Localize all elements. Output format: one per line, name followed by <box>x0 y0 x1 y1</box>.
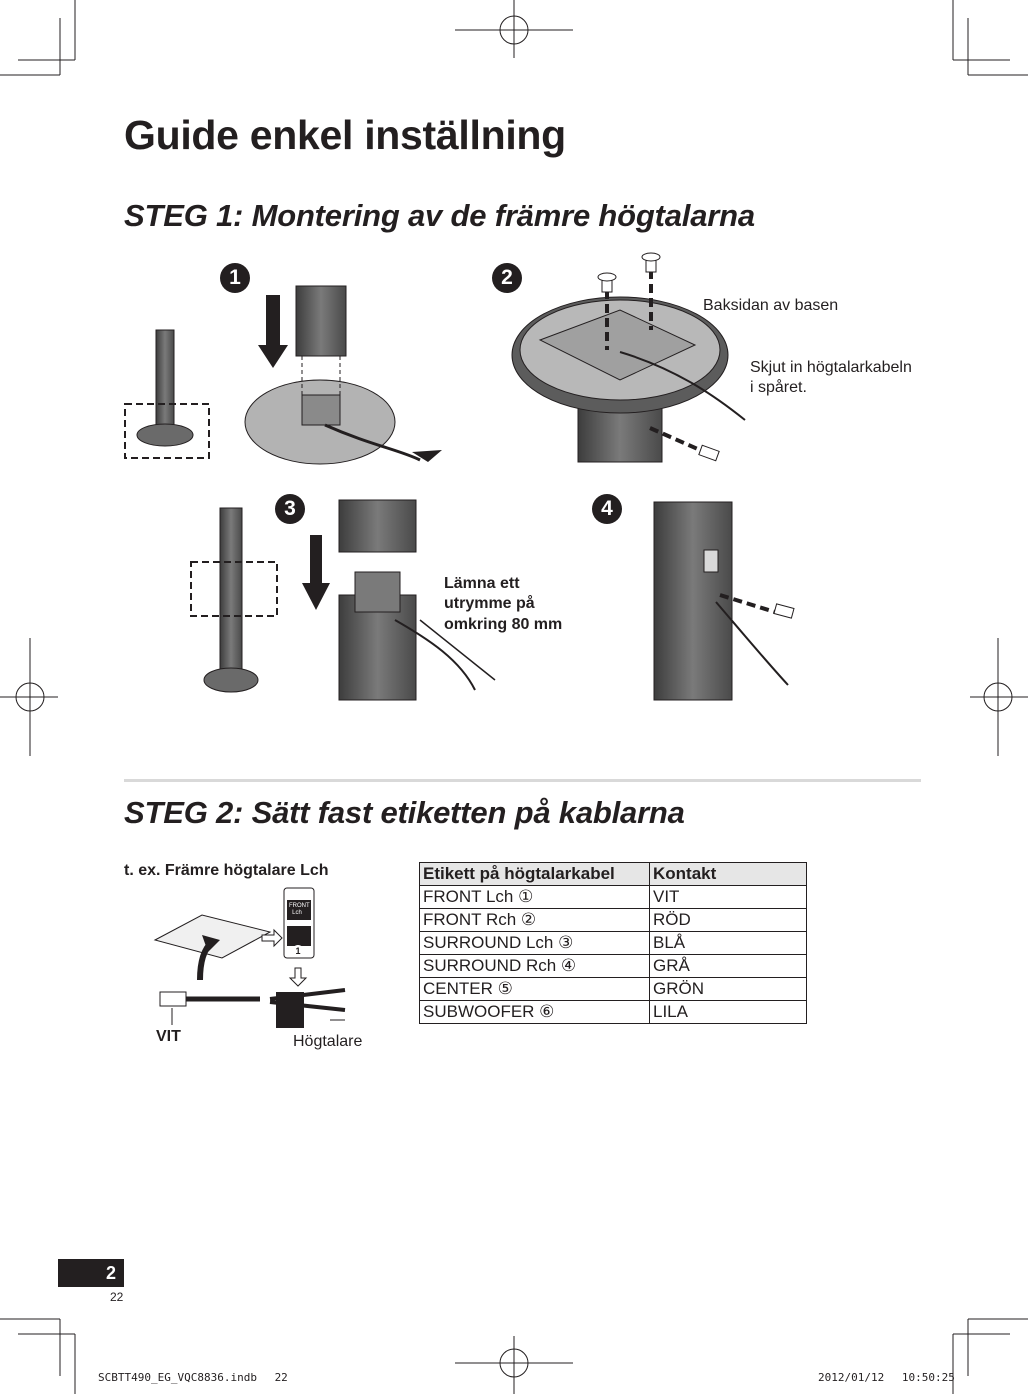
table-cell: CENTER ⑤ <box>420 978 650 1001</box>
label-table <box>419 862 807 1024</box>
table-row <box>420 909 807 932</box>
table-row <box>420 978 807 1001</box>
step1-heading: STEG 1: Montering av de främre högtalarna <box>124 198 755 233</box>
step-badge-4: 4 <box>592 494 622 524</box>
speaker-label: Högtalare <box>293 1033 363 1050</box>
table-row <box>420 932 807 955</box>
table-header: Kontakt <box>650 863 807 886</box>
panel-1-diagram <box>125 286 442 464</box>
label-space-line3: omkring 80 mm <box>444 616 563 633</box>
label-cable-line1: Skjut in högtalarkabeln <box>750 359 912 376</box>
panel-2-diagram <box>512 253 745 462</box>
table-cell: GRÖN <box>650 978 807 1001</box>
table-cell: FRONT Rch ② <box>420 909 650 932</box>
label-sticker-number: 1 <box>292 945 304 957</box>
label-illustration <box>150 880 370 1030</box>
table-cell: SUBWOOFER ⑥ <box>420 1001 650 1024</box>
table-cell: SURROUND Rch ④ <box>420 955 650 978</box>
page-number-small: 22 <box>110 1290 124 1304</box>
panel-4-diagram <box>654 502 794 700</box>
step2-heading: STEG 2: Sätt fast etiketten på kablarna <box>124 795 685 830</box>
label-space-line1: Lämna ett <box>444 575 520 592</box>
label-base-rear: Baksidan av basen <box>703 297 839 314</box>
label-sticker-text <box>289 903 310 917</box>
footer-date: 2012/01/12 10:50:25 <box>818 1371 955 1384</box>
table-cell: FRONT Lch ① <box>420 886 650 909</box>
table-row <box>420 955 807 978</box>
step-badge-1: 1 <box>220 263 250 293</box>
label-space-line2: utrymme på <box>444 595 535 612</box>
page-title: Guide enkel inställning <box>124 112 566 158</box>
page-number: 2 <box>58 1259 124 1287</box>
table-row <box>420 886 807 909</box>
step-badge-3: 3 <box>275 494 305 524</box>
table-header: Etikett på högtalarkabel <box>420 863 650 886</box>
section-divider <box>124 779 921 782</box>
table-cell: BLÅ <box>650 932 807 955</box>
step-badge-2: 2 <box>492 263 522 293</box>
table-header-row <box>420 863 807 886</box>
example-caption: t. ex. Främre högtalare Lch <box>124 862 329 879</box>
label-sticker-line2: Lch <box>292 910 302 916</box>
table-cell: LILA <box>650 1001 807 1024</box>
label-sticker-line1: FRONT <box>289 903 310 909</box>
table-cell: VIT <box>650 886 807 909</box>
table-cell: RÖD <box>650 909 807 932</box>
label-cable-line2: i spåret. <box>750 379 807 396</box>
table-row <box>420 1001 807 1024</box>
plug-label-vit: VIT <box>156 1028 181 1045</box>
footer-file: SCBTT490_EG_VQC8836.indb 22 <box>98 1371 288 1384</box>
step1-illustration <box>120 250 930 710</box>
table-cell: SURROUND Lch ③ <box>420 932 650 955</box>
table-cell: GRÅ <box>650 955 807 978</box>
